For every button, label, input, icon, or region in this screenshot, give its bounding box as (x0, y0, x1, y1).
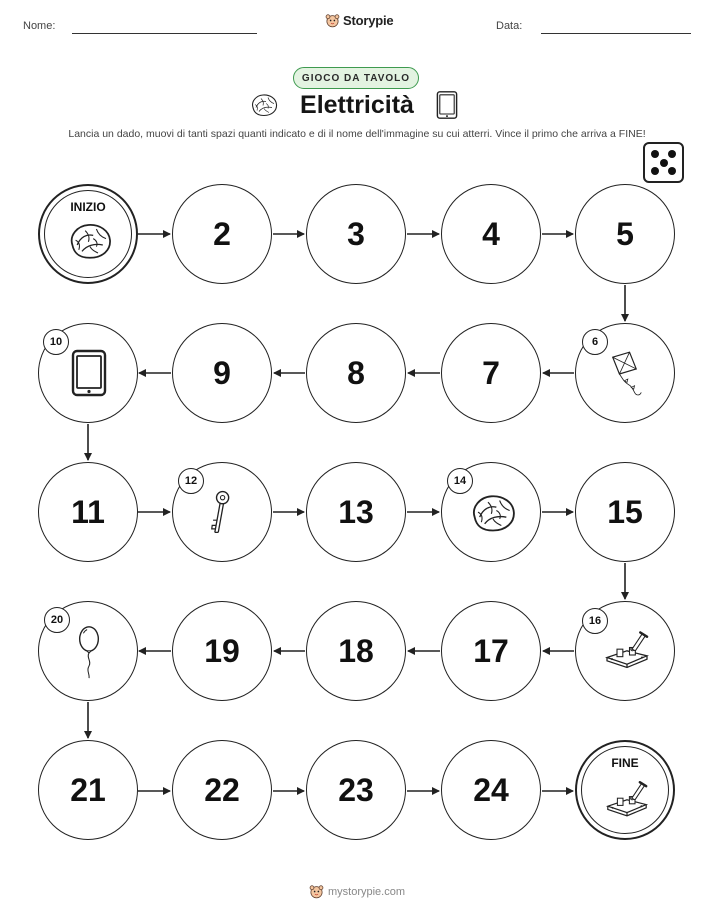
name-line[interactable] (72, 33, 257, 34)
tablet-icon (69, 348, 109, 398)
space-number-badge: 12 (178, 468, 204, 494)
brand-logo (325, 13, 393, 28)
space-3 (306, 184, 406, 284)
space-24 (441, 740, 541, 840)
space-11 (38, 462, 138, 562)
space-23 (306, 740, 406, 840)
space-number: 7 (482, 354, 500, 391)
name-label: Nome: (23, 20, 56, 32)
space-number: 23 (338, 771, 374, 808)
space-number-badge: 10 (43, 329, 69, 355)
balloon-icon (75, 624, 103, 680)
space-number-badge: 6 (582, 329, 608, 355)
space-number: 13 (338, 493, 374, 530)
space-22 (172, 740, 272, 840)
space-number-badge: 16 (582, 608, 608, 634)
knife-switch-icon (603, 778, 651, 820)
space-number: 18 (338, 632, 374, 669)
space-number: 2 (213, 215, 231, 252)
space-number: 3 (347, 215, 365, 252)
space-number: 5 (616, 215, 634, 252)
space-15 (575, 462, 675, 562)
space-number: 15 (607, 493, 643, 530)
mascot-icon (325, 13, 340, 28)
space-5 (575, 184, 675, 284)
start-label: INIZIO (70, 200, 106, 214)
die-icon (643, 142, 684, 183)
space-number: 4 (482, 215, 500, 252)
space-number: 22 (204, 771, 240, 808)
space-19 (172, 601, 272, 701)
footer (0, 884, 714, 899)
page-title: Elettricità (300, 91, 414, 119)
space-start (38, 184, 138, 284)
date-label: Data: (496, 20, 523, 32)
space-21 (38, 740, 138, 840)
space-7 (441, 323, 541, 423)
date-line[interactable] (541, 33, 691, 34)
space-4 (441, 184, 541, 284)
space-2 (172, 184, 272, 284)
space-9 (172, 323, 272, 423)
space-number: 9 (213, 354, 231, 391)
space-13 (306, 462, 406, 562)
space-number-badge: 14 (447, 468, 473, 494)
finish-label: FINE (611, 756, 639, 770)
rock-icon (468, 491, 518, 535)
space-finish (575, 740, 675, 840)
space-18 (306, 601, 406, 701)
knife-switch-icon (602, 628, 652, 672)
instructions: Lancia un dado, muovi di tanti spazi quanti indicato e di il nome dell'immagine su cui atterri. Vince il primo che arriva a FINE! (68, 128, 646, 140)
tablet-icon (434, 90, 460, 120)
space-number: 8 (347, 354, 365, 391)
mascot-icon (309, 884, 324, 899)
space-number: 17 (473, 632, 509, 669)
game-type-badge: GIOCO DA TAVOLO (293, 67, 419, 89)
space-17 (441, 601, 541, 701)
space-number: 21 (70, 771, 106, 808)
space-number: 19 (204, 632, 240, 669)
rock-icon (66, 220, 114, 262)
space-number: 24 (473, 771, 509, 808)
space-number: 11 (71, 493, 105, 530)
footer-url[interactable]: mystorypie.com (327, 885, 406, 898)
space-number-badge: 20 (44, 607, 70, 633)
key-icon (207, 489, 233, 541)
kite-icon (606, 348, 648, 400)
brand-name: Storypie (343, 13, 394, 28)
space-8 (306, 323, 406, 423)
